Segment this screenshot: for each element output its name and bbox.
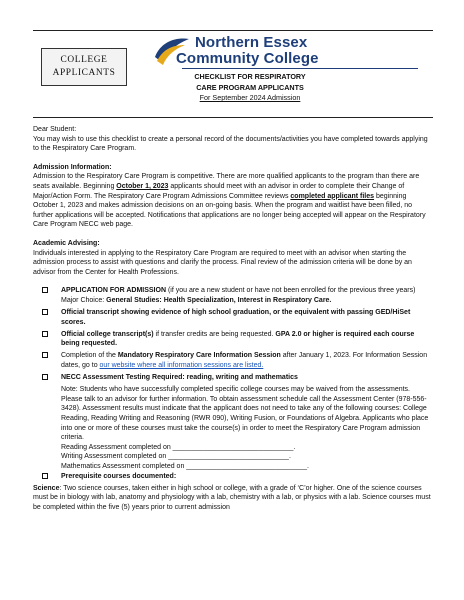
- college-name-line1: Northern Essex: [195, 34, 308, 51]
- admission-text-3: beginning October 1, 2023 and makes admission decisions on an on-going basis. When the program and waitlist have been filled, no further applications will be accepted. Notifications that applications are no longer being accepted will appear on the Respiratory Care Program NECC web page.: [33, 192, 426, 229]
- header-rule: [33, 117, 433, 118]
- info-session-link[interactable]: our website where all information sessions are listed.: [99, 361, 264, 369]
- item-bold: Mandatory Respiratory Care Information Session: [117, 352, 281, 360]
- reading-assessment-line: Reading Assessment completed on _______________________________.: [61, 443, 296, 451]
- admission-section: [33, 163, 431, 230]
- intro-text: You may wish to use this checklist to create a personal record of the documents/activities you have completed towards applying to the Respiratory Care Program.: [33, 135, 428, 153]
- item-bold: Prerequisite courses documented:: [61, 472, 177, 480]
- admission-text-1: Admission to the Respiratory Care Program is competitive. There are more qualified applicants to the program than there are seats available. Beginning: [33, 173, 420, 190]
- checkbox[interactable]: [42, 352, 48, 358]
- checklist-item-prerequisites: [33, 472, 431, 482]
- document-body: [33, 125, 431, 512]
- completed-files: completed applicant files: [290, 192, 375, 200]
- item-bold-2: GPA 2.0 or higher is required each course being requested.: [61, 330, 415, 348]
- item-bold-2: General Studies: Health Specialization, Interest in Respiratory Care.: [106, 296, 332, 304]
- intro-paragraph: [33, 125, 431, 154]
- checkbox[interactable]: [42, 331, 48, 337]
- checklist-item-info-session: [33, 351, 431, 370]
- box-line-2: APPLICANTS: [52, 67, 116, 78]
- box-line-1: COLLEGE: [60, 55, 108, 65]
- item-text: (if you are a new student or have not been enrolled for the previous three years) Major Choice:: [61, 287, 416, 304]
- checkbox[interactable]: [42, 309, 48, 315]
- title-line3: For September 2024 Admission: [199, 93, 301, 102]
- admission-heading: Admission Information:: [33, 163, 112, 171]
- admission-date: October 1, 2023: [116, 182, 169, 190]
- item-text: if transfer credits are being requested.: [153, 330, 276, 338]
- advising-section: [33, 239, 431, 277]
- checklist-item-college-transcript: [33, 330, 431, 349]
- item-bold: NECC Assessment Testing Required: reading, writing and mathematics: [61, 374, 298, 382]
- item-bold: APPLICATION FOR ADMISSION: [61, 287, 166, 295]
- top-rule: [33, 30, 433, 31]
- item-text: Completion of the: [61, 352, 118, 360]
- checkbox[interactable]: [42, 374, 48, 380]
- logo-rule: [182, 68, 418, 69]
- item-bold: Official college transcript(s): [61, 330, 154, 338]
- greeting: Dear Student:: [33, 126, 77, 133]
- checkbox[interactable]: [42, 473, 48, 479]
- advising-text: Individuals interested in applying to the Respiratory Care Program are required to meet with an advisor when starting the admission process to assist with questions and clarify the process. Final review of the admission criteria will be done by an advisor from the Center for Health Professions.: [33, 249, 412, 276]
- item-text-2: after January 1, 2023. For Information Session dates, go to: [61, 352, 428, 369]
- checklist-item-application: [33, 286, 431, 305]
- assessment-note: Note: Students who have successfully completed specific college courses may be waived from the assessments. Please talk to an advisor for further information. To obtain assessment schedule call the Assessment Center (978-556-3428). Assessment results must indicate that the applicant does not need to take any of the following courses: College Reading, Reading Writing and Reasoning (RWR 090), Writing Fusion, or Foundations of Algebra. Applicants who place into one or more of these courses must take the course(s) in order to meet the Respiratory Care Program admission criteria.: [61, 386, 429, 442]
- checkbox[interactable]: [42, 287, 48, 293]
- advising-heading: Academic Advising:: [33, 239, 100, 247]
- item-bold: Official transcript showing evidence of high school graduation, or the equivalent with passing GED/HiSet scores.: [61, 309, 411, 326]
- writing-assessment-line: Writing Assessment completed on _______________________________.: [61, 453, 291, 461]
- science-text: : Two science courses, taken either in high school or college, with a grade of ‘C’or higher. One of the science courses must be in biology with lab, anatomy and physiology with a lab, chemistry with a lab, or physics with a lab. Science courses must be completed within the five (5) years prior to current admission: [33, 484, 431, 511]
- science-label: Science: [33, 484, 60, 492]
- math-assessment-line: Mathematics Assessment completed on _______________________________.: [61, 462, 309, 470]
- title-line1: CHECKLIST FOR RESPIRATORY: [194, 72, 306, 81]
- checklist-title: [160, 72, 340, 104]
- admission-text-2: applicants should meet with an advisor in order to complete their Change of Major/Action Form. The Respiratory Care Program Admissions Committee reviews: [33, 182, 405, 200]
- science-paragraph: [33, 484, 431, 513]
- checklist-item-transcript: [33, 308, 431, 327]
- college-applicants-box: [41, 48, 127, 86]
- title-line2: CARE PROGRAM APPLICANTS: [196, 82, 304, 92]
- checklist-item-assessment: [33, 373, 431, 383]
- college-name-line2: Community College: [176, 50, 319, 67]
